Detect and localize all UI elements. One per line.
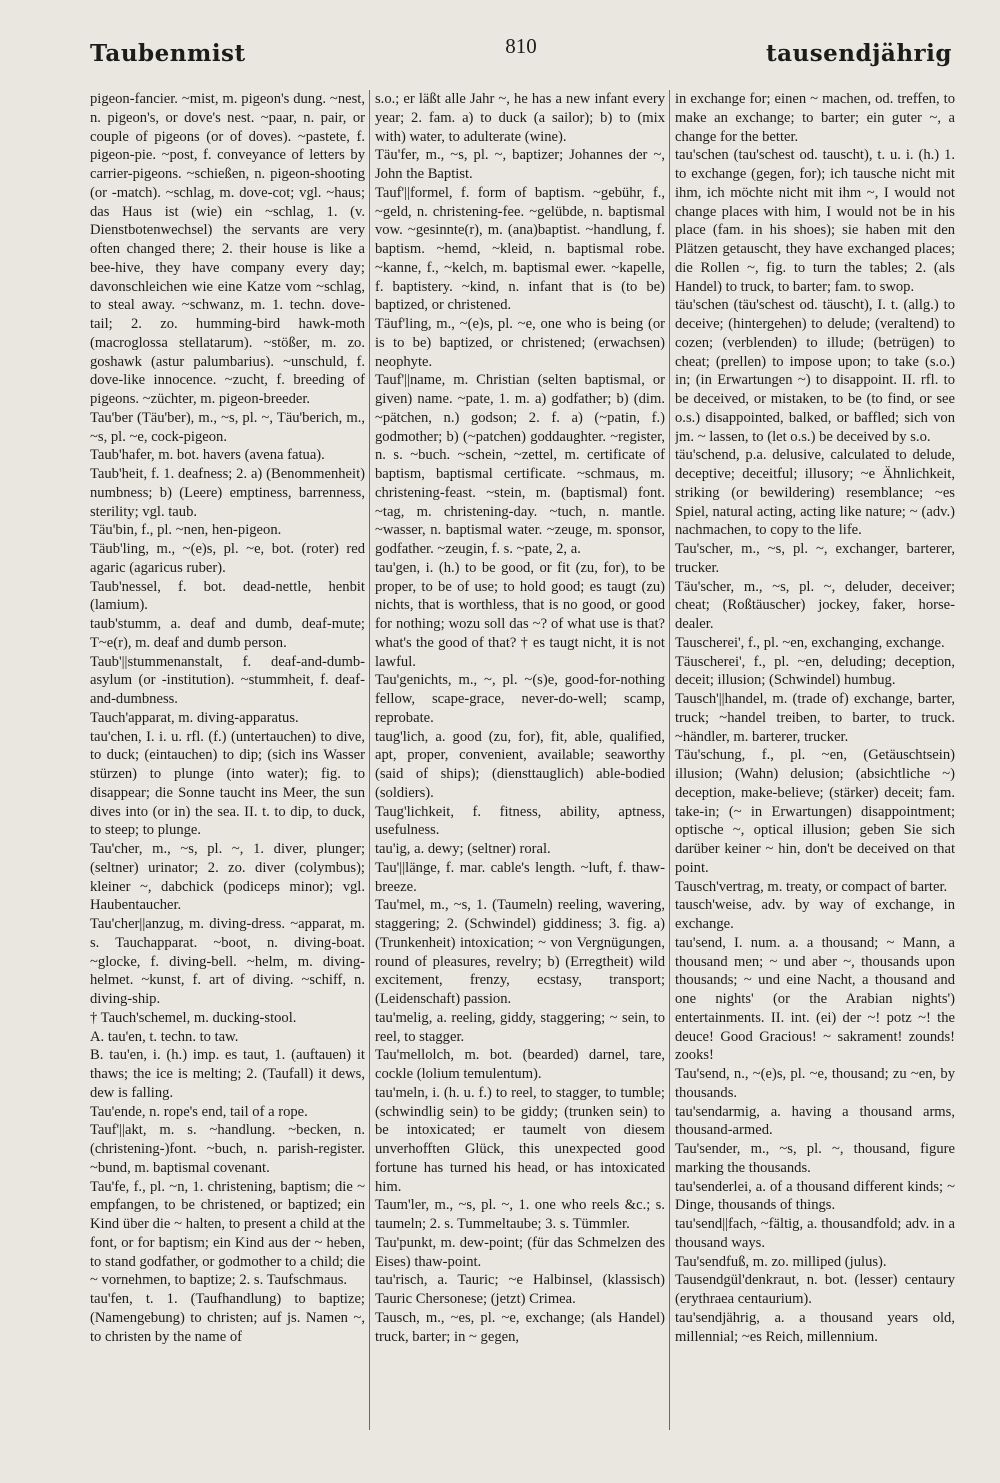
dictionary-entry: tausch'weise, adv. by way of exchange, in exchange. <box>675 897 955 932</box>
dictionary-entry: Taub'||stummenanstalt, f. deaf-and-dumb-asylum (or -institution). ~stummheit, f. deaf-and-dumbness. <box>90 653 365 707</box>
dictionary-entry: Tauf'||name, m. Christian (selten baptismal, or given) name. ~pate, 1. m. a) godfather; b) (dim. ~pätchen, n.) godson; 2. f. a) (~patin, f.) godmother; b) (~patchen) goddaughter. ~register, n. s. ~buch. ~schein, ~zettel, m. certificate of baptism, baptismal certificate. ~schmaus, m. christening-feast. ~stein, m. (baptismal) font. ~tag, m. christening-day. ~tuch, n. mantle. ~wasser, n. baptismal water. ~zeuge, m. sponsor, godfather. ~zeugin, f. s. ~pate, 2, a. <box>375 372 665 557</box>
dictionary-entry: tau'chen, I. i. u. rfl. (f.) (untertauchen) to dive, to duck; (eintauchen) to dip; (sich ins Wasser stürzen) to plunge (into water); fig. to disappear; die Sonne taucht ins Meer, the sun dives into (or in) the sea. II. t. to dip, to duck, to steep; to plunge. <box>90 728 365 839</box>
dictionary-entry: Tau'mel, m., ~s, 1. (Taumeln) reeling, wavering, staggering; 2. (Schwindel) giddiness; 3. fig. a) (Trunkenheit) intoxication; ~ von Vergnügungen, round of pleasures, revelry; b) (Erregtheit) wild excitement, frenzy, ecstasy, transport; (Leidenschaft) passion. <box>375 897 665 1007</box>
dictionary-entry: † Tauch'schemel, m. ducking-stool. <box>90 1009 297 1026</box>
dictionary-entry: tau'gen, i. (h.) to be good, or fit (zu, for), to be proper, to be of use; to hold good; es taugt (zu) nichts, that is worthless, that is no good, or good for nothing; wozu soll das ~? of what use is that? what's the good of that? † es taugt nicht, it is not lawful. <box>375 559 665 670</box>
column-3 <box>675 90 955 1470</box>
dictionary-entry: s.o.; er läßt alle Jahr ~, he has a new infant every year; 2. fam. a) to duck (a sailor); b) to (mix with) water, to adulterate (wine). <box>375 91 665 145</box>
dictionary-entry: Tau'cher, m., ~s, pl. ~, 1. diver, plunger; (seltner) urinator; 2. zo. diver (colymbus); kleiner ~, dabchick (podiceps minor); vgl. Haubentaucher. <box>90 841 365 914</box>
dictionary-entry: Taug'lichkeit, f. fitness, ability, aptness, usefulness. <box>375 803 665 839</box>
dictionary-entry: Tau'genichts, m., ~, pl. ~(s)e, good-for-nothing fellow, scape-grace, never-do-well; scamp, reprobate. <box>375 672 665 726</box>
dictionary-entry: Tausch, m., ~es, pl. ~e, exchange; (als Handel) truck, barter; in ~ gegen, <box>375 1309 665 1345</box>
dictionary-entry: tau'ig, a. dewy; (seltner) roral. <box>375 841 551 857</box>
dictionary-entry: Taub'heit, f. 1. deafness; 2. a) (Benommenheit) numbness; b) (Leere) emptiness, barrenness, sterility; vgl. taub. <box>90 466 365 520</box>
column-1 <box>90 90 365 1470</box>
dictionary-entry: Tauf'||akt, m. s. ~handlung. ~becken, n. (christening-)font. ~buch, n. parish-register. ~bund, m. baptismal covenant. <box>90 1122 365 1176</box>
dictionary-entry: Tauch'apparat, m. diving-apparatus. <box>90 709 299 726</box>
column-divider-1 <box>369 90 370 1430</box>
dictionary-entry: Tau'ber (Täu'ber), m., ~s, pl. ~, Täu'berich, m., ~s, pl. ~e, cock-pigeon. <box>90 409 365 445</box>
dictionary-entry: tau'meln, i. (h. u. f.) to reel, to stagger, to tumble; (schwindlig sein) to be giddy; (trunken sein) to be intoxicated; er taumelt von diesem unverhofften Glück, this unexpected good fortune has turned his head, or has intoxicated him. <box>375 1084 665 1195</box>
dictionary-entry: Tausch'||handel, m. (trade of) exchange, barter, truck; ~handel treiben, to barter, to truck. ~händler, m. barterer, trucker. <box>675 691 955 745</box>
dictionary-entry: Täu'bin, f., pl. ~nen, hen-pigeon. <box>90 522 282 539</box>
dictionary-entry: Täu'fer, m., ~s, pl. ~, baptizer; Johannes der ~, John the Baptist. <box>375 147 665 182</box>
dictionary-entry: täu'schend, p.a. delusive, calculated to delude, deceptive; deceitful; illusory; ~e Ähnlichkeit, striking (or bewildering) resemblance; ~es Spiel, natural acting, acting like nature; ~ (adv.) nachmachen, to copy to the life. <box>675 447 955 539</box>
dictionary-entry: Tau'send, n., ~(e)s, pl. ~e, thousand; zu ~en, by thousands. <box>675 1066 955 1101</box>
dictionary-entry: Tau'cher||anzug, m. diving-dress. ~apparat, m. s. Tauchapparat. ~boot, n. diving-boat. ~glocke, f. diving-bell. ~helm, m. diving-helmet. ~kunst, f. art of diving. ~schiff, n. diving-ship. <box>90 916 365 1007</box>
dictionary-entry: in exchange for; einen ~ machen, od. treffen, to make an exchange; to barter; ein guter ~, a change for the better. <box>675 91 955 145</box>
dictionary-entry: B. tau'en, i. (h.) imp. es taut, 1. (auftauen) it thaws; the ice is melting; 2. (Taufall) it dews, dew is falling. <box>90 1047 365 1101</box>
dictionary-entry: tau'sendjährig, a. a thousand years old, millennial; ~es Reich, millennium. <box>675 1309 955 1345</box>
column-2 <box>375 90 665 1470</box>
dictionary-entry: tau'melig, a. reeling, giddy, staggering; ~ sein, to reel, to stagger. <box>375 1009 665 1045</box>
dictionary-entry: Täuf'ling, m., ~(e)s, pl. ~e, one who is being (or is to be) baptized, or christened; (erwachsen) neophyte. <box>375 316 665 370</box>
dictionary-entry: täu'schen (täu'schest od. täuscht), I. t. (allg.) to deceive; (hintergehen) to delude; (veraltend) to cozen; (verblenden) to illude; (betrügen) to cheat; (prellen) to impose upon; to take (s.o.) in; (in Erwartungen ~) to disappoint. II. rfl. to be deceived, or mistaken, to be (to find, or see o.s.) disappointed, balked, or baffled; sich von jm. ~ lassen, to (let o.s.) be deceived by s.o. <box>675 297 955 445</box>
dictionary-entry: tau'risch, a. Tauric; ~e Halbinsel, (klassisch) Tauric Chersonese; (jetzt) Crimea. <box>375 1272 665 1307</box>
dictionary-entry: Täu'scher, m., ~s, pl. ~, deluder, deceiver; cheat; (Roßtäuscher) jockey, faker, horse-dealer. <box>675 578 955 632</box>
dictionary-entry: Täu'schung, f., pl. ~en, (Getäuschtsein) illusion; (Wahn) delusion; (absichtliche ~) deception, make-believe; (stärker) deceit; fam. take-in; (~ in Erwartungen) disappointment; optische ~, optical illusion; geben Sie sich darüber keiner ~ hin, don't be deceived on that point. <box>675 747 955 876</box>
dictionary-entry: Tau'mellolch, m. bot. (bearded) darnel, tare, cockle (lolium temulentum). <box>375 1047 665 1082</box>
dictionary-entry: Tau'punkt, m. dew-point; (für das Schmelzen des Eises) thaw-point. <box>375 1234 665 1270</box>
dictionary-entry: Tauscherei', f., pl. ~en, exchanging, exchange. <box>675 634 945 651</box>
dictionary-entry: tau'send||fach, ~fältig, a. thousandfold; adv. in a thousand ways. <box>675 1216 955 1251</box>
dictionary-entry: Taub'nessel, f. bot. dead-nettle, henbit (lamium). <box>90 578 365 614</box>
dictionary-entry: tau'schen (tau'schest od. tauscht), t. u. i. (h.) 1. to exchange (gegen, for); ich tausche nicht mit ihm, ich möchte nicht mit ihm ~, I would not change places with him, I would not be in his place (fam. in his shoes); sie haben mit den Plätzen getauscht, they have exchanged places; die Rollen ~, fig. to turn the tables; 2. (als Handel) to truck, to barter; fam. to swop. <box>675 147 955 295</box>
dictionary-entry: taug'lich, a. good (zu, for), fit, able, qualified, apt, proper, convenient, available; seaworthy (said of ships); (diensttauglich) able-bodied (soldiers). <box>375 728 665 801</box>
dictionary-entry: Taub'hafer, m. bot. havers (avena fatua). <box>90 447 325 464</box>
dictionary-entry: Täuscherei', f., pl. ~en, deluding; deception, deceit; illusion; (Schwindel) humbug. <box>675 653 955 689</box>
dictionary-entry: Tausendgül'denkraut, n. bot. (lesser) centaury (erythraea centaurium). <box>675 1272 955 1307</box>
dictionary-entry: Tausch'vertrag, m. treaty, or compact of barter. <box>675 878 948 895</box>
dictionary-entry: A. tau'en, t. techn. to taw. <box>90 1028 239 1045</box>
dictionary-entry: Tau'sender, m., ~s, pl. ~, thousand, figure marking the thousands. <box>675 1141 955 1176</box>
dictionary-entry: Tau'||länge, f. mar. cable's length. ~luft, f. thaw-breeze. <box>375 859 665 895</box>
right-running-headword: tausendjährig <box>765 40 952 67</box>
dictionary-entry: Tau'ende, n. rope's end, tail of a rope. <box>90 1103 308 1120</box>
page-number: 810 <box>505 34 537 58</box>
dictionary-entry: tau'senderlei, a. of a thousand different kinds; ~ Dinge, thousands of things. <box>675 1178 955 1214</box>
dictionary-entry: Tau'fe, f., pl. ~n, 1. christening, baptism; die ~ empfangen, to be christened, or baptized; ein Kind über die ~ halten, to present a child at the font, or for baptism; ein Kind aus der ~ heben, to stand godfather, or godmother to a child; die ~ vornehmen, to baptize; 2. s. Taufschmaus. <box>90 1178 365 1289</box>
dictionary-entry: pigeon-fancier. ~mist, m. pigeon's dung. ~nest, n. pigeon's, or dove's nest. ~paar, n. pair, or couple of pigeons (or of doves). ~pastete, f. pigeon-pie. ~post, f. conveyance of letters by carrier-pigeons. ~schießen, n. pigeon-shooting (or -match). ~schlag, m. dove-cot; vgl. ~haus; das Haus ist (wie) ein ~schlag, 1. (v. Dienstbotenwechsel) the servants are very often changed there; 2. their house is like a bee-hive, they have company every day; davonschleichen wie eine Katze vom ~schlag, to steal away. ~schwanz, m. 1. techn. dove-tail; 2. zo. humming-bird hawk-moth (macroglossa stellatarum). ~stößer, m. zo. goshawk (astur palumbarius). ~unschuld, f. dove-like innocence. ~zucht, f. breeding of pigeons. ~züchter, m. pigeon-breeder. <box>90 91 365 407</box>
page-header <box>90 34 952 74</box>
column-divider-2 <box>669 90 670 1430</box>
dictionary-entry: Taum'ler, m., ~s, pl. ~, 1. one who reels &c.; s. taumeln; 2. s. Tummeltaube; 3. s. Tümmler. <box>375 1197 665 1232</box>
dictionary-entry: Täub'ling, m., ~(e)s, pl. ~e, bot. (roter) red agaric (agaricus ruber). <box>90 541 365 576</box>
dictionary-entry: Tau'scher, m., ~s, pl. ~, exchanger, barterer, trucker. <box>675 541 955 576</box>
dictionary-entry: Tau'sendfuß, m. zo. milliped (julus). <box>675 1253 887 1270</box>
left-running-headword: Taubenmist <box>90 40 246 67</box>
dictionary-entry: tau'sendarmig, a. having a thousand arms, thousand-armed. <box>675 1103 955 1139</box>
dictionary-entry: taub'stumm, a. deaf and dumb, deaf-mute; T~e(r), m. deaf and dumb person. <box>90 616 365 651</box>
dictionary-entry: tau'fen, t. 1. (Taufhandlung) to baptize; (Namengebung) to christen; auf js. Namen ~, to christen by the name of <box>90 1291 365 1345</box>
dictionary-entry: tau'send, I. num. a. a thousand; ~ Mann, a thousand men; ~ und aber ~, thousands upon thousands; ~ und eine Nacht, a thousand and one nights' (or the Arabian nights') entertainments. II. int. (ei) der ~! potz ~! the deuce! Good Gracious! ~ sakrament! zounds! zooks! <box>675 934 955 1064</box>
dictionary-entry: Tauf'||formel, f. form of baptism. ~gebühr, f., ~geld, n. christening-fee. ~gelübde, n. baptismal vow. ~gesinnte(r), m. (ana)baptist. ~handlung, f. baptism. ~hemd, ~kleid, n. baptismal robe. ~kanne, f., ~kelch, m. baptismal ewer. ~kapelle, f. baptistery. ~kind, n. infant that is (to be) baptized, or christened. <box>375 184 665 314</box>
